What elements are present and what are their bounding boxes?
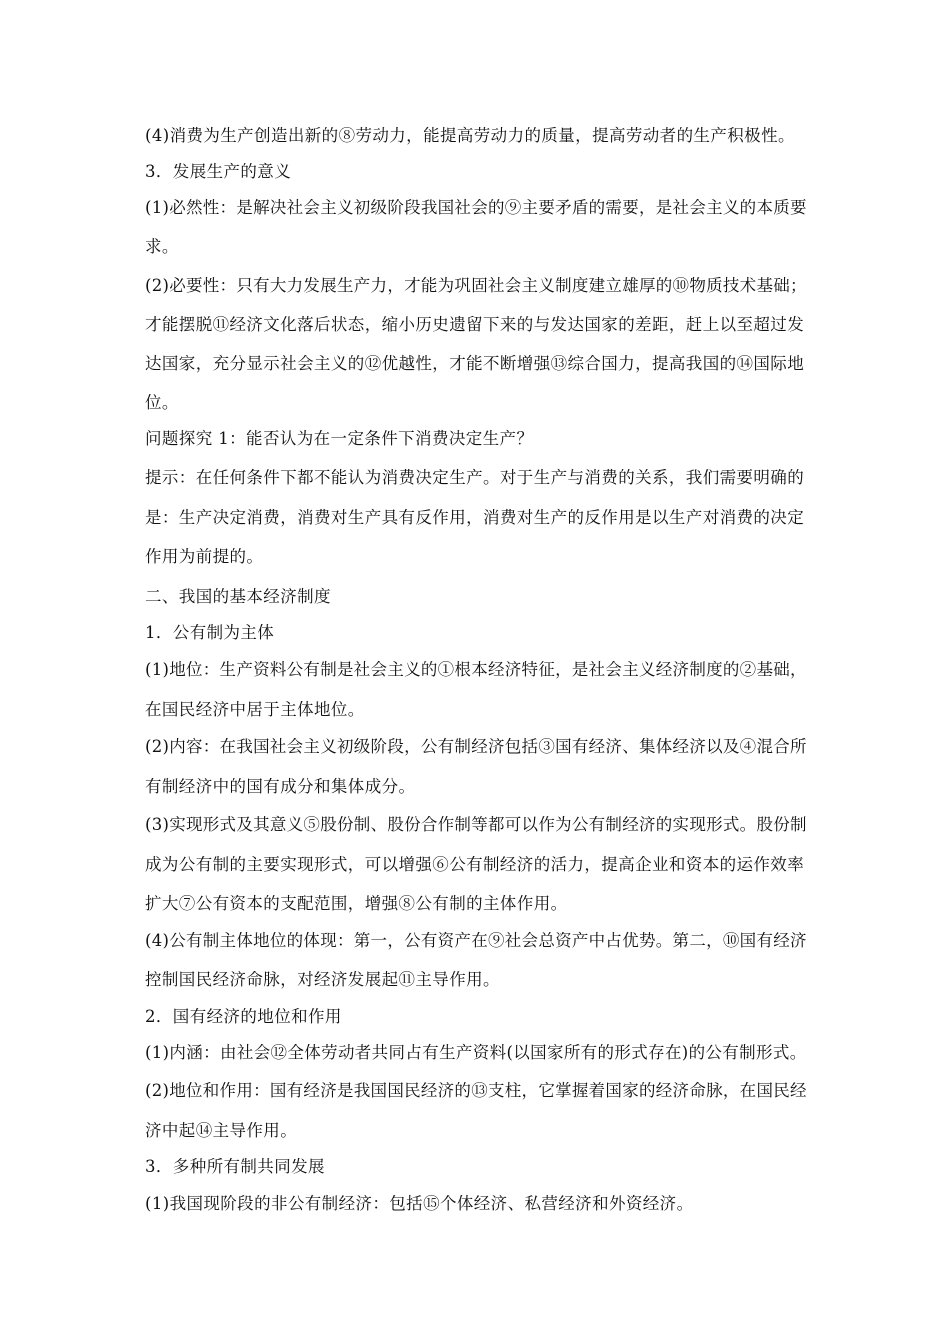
section-heading: 2．国有经济的地位和作用 <box>145 1007 342 1026</box>
paragraph-line: 作用为前提的。 <box>145 547 264 566</box>
paragraph-line: 济中起⑭主导作用。 <box>145 1121 298 1140</box>
paragraph-line: 成为公有制的主要实现形式，可以增强⑥公有制经济的活力，提高企业和资本的运作效率 <box>145 855 805 874</box>
paragraph-line: 控制国民经济命脉，对经济发展起⑪主导作用。 <box>145 970 500 989</box>
paragraph-line: (1)必然性：是解决社会主义初级阶段我国社会的⑨主要矛盾的需要，是社会主义的本质要 <box>145 198 807 217</box>
section-heading: 1．公有制为主体 <box>145 623 275 642</box>
paragraph-line: 位。 <box>145 393 179 412</box>
paragraph-line: (2)地位和作用：国有经济是我国国民经济的⑬支柱，它掌握着国家的经济命脉，在国民经 <box>145 1081 807 1100</box>
paragraph-line: 达国家，充分显示社会主义的⑫优越性，才能不断增强⑬综合国力，提高我国的⑭国际地 <box>145 354 805 373</box>
paragraph-line: (1)地位：生产资料公有制是社会主义的①根本经济特征，是社会主义经济制度的②基础， <box>145 660 807 679</box>
paragraph-line: 求。 <box>145 237 179 256</box>
question-line: 问题探究 1：能否认为在一定条件下消费决定生产？ <box>145 429 534 448</box>
paragraph-line: 扩大⑦公有资本的支配范围，增强⑧公有制的主体作用。 <box>145 894 568 913</box>
section-heading: 3．发展生产的意义 <box>145 162 292 181</box>
paragraph-line: (1)我国现阶段的非公有制经济：包括⑮个体经济、私营经济和外资经济。 <box>145 1194 694 1213</box>
paragraph-line: (3)实现形式及其意义⑤股份制、股份合作制等都可以作为公有制经济的实现形式。股份制 <box>145 815 807 834</box>
paragraph-line: 才能摆脱⑪经济文化落后状态，缩小历史遗留下来的与发达国家的差距，赶上以至超过发 <box>145 315 805 334</box>
paragraph-line: 在国民经济中居于主体地位。 <box>145 700 365 719</box>
paragraph-line: 有制经济中的国有成分和集体成分。 <box>145 777 416 796</box>
section-heading: 二、我国的基本经济制度 <box>145 587 331 606</box>
paragraph-line: (2)内容：在我国社会主义初级阶段，公有制经济包括③国有经济、集体经济以及④混合所 <box>145 737 807 756</box>
paragraph-line: 是：生产决定消费，消费对生产具有反作用，消费对生产的反作用是以生产对消费的决定 <box>145 508 805 527</box>
paragraph-line: (1)内涵：由社会⑫全体劳动者共同占有生产资料(以国家所有的形式存在)的公有制形式。 <box>145 1043 807 1062</box>
paragraph-line: (4)消费为生产创造出新的⑧劳动力，能提高劳动力的质量，提高劳动者的生产积极性。 <box>145 126 795 145</box>
section-heading: 3．多种所有制共同发展 <box>145 1157 325 1176</box>
paragraph-line: (2)必要性：只有大力发展生产力，才能为巩固社会主义制度建立雄厚的⑩物质技术基础； <box>145 276 807 295</box>
paragraph-line: (4)公有制主体地位的体现：第一，公有资产在⑨社会总资产中占优势。第二，⑩国有经济 <box>145 931 807 950</box>
paragraph-line: 提示：在任何条件下都不能认为消费决定生产。对于生产与消费的关系，我们需要明确的 <box>145 468 805 487</box>
